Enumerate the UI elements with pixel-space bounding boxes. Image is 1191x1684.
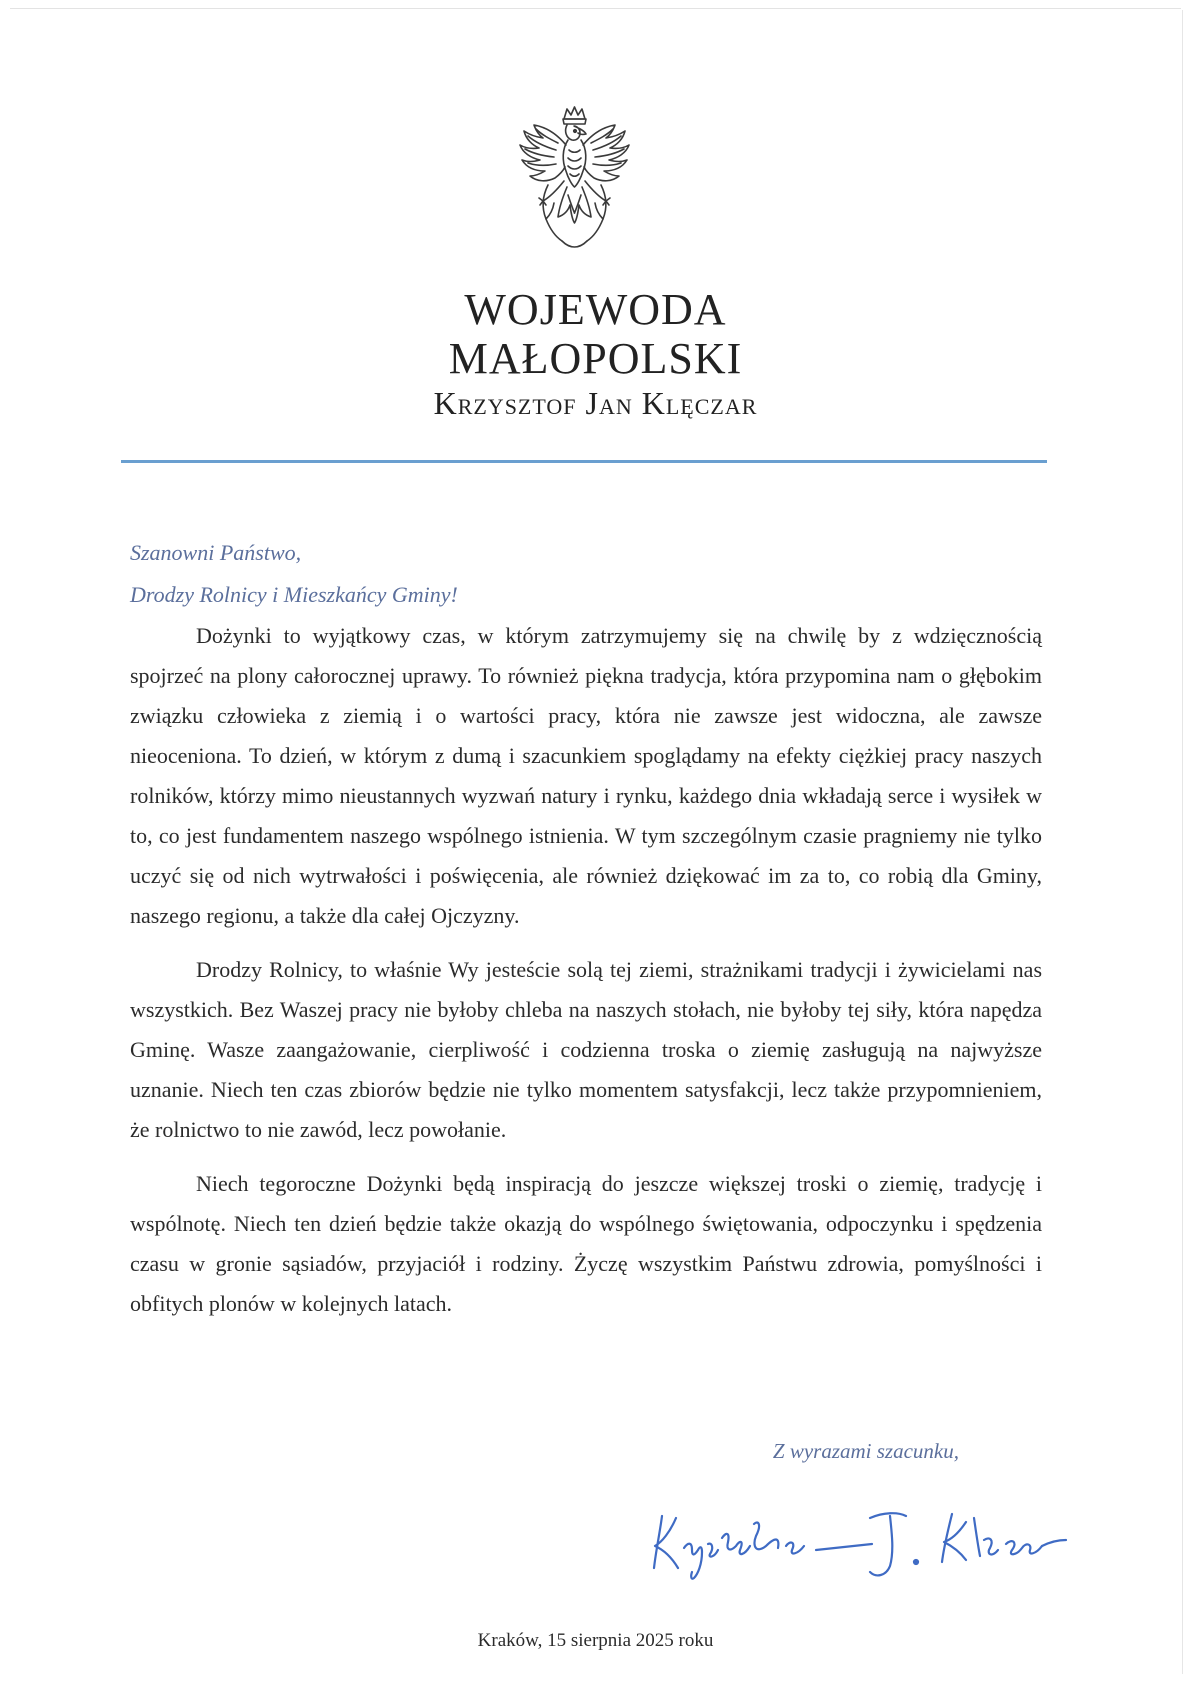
salutation: [130, 532, 458, 616]
salutation-line2: Drodzy Rolnicy i Mieszkańcy Gminy!: [130, 582, 458, 607]
salutation-line1: Szanowni Państwo,: [130, 540, 302, 565]
closing-phrase: Z wyrazami szacunku,: [772, 1439, 959, 1463]
scan-edge-top: [10, 8, 1181, 9]
place-and-date: Kraków, 15 sierpnia 2025 roku: [477, 1630, 714, 1651]
scan-edge-right: [1182, 10, 1183, 1674]
letter-body: [130, 616, 1042, 1338]
body-paragraph: Drodzy Rolnicy, to właśnie Wy jesteście solą tej ziemi, strażnikami tradycji i żywicielami nas wszystkich. Bez Waszej pracy nie byłoby chleba na naszych stołach, nie byłoby tej siły, która napędza Gminę. Wasze zaangażowanie, cierpliwość i codzienna troska o ziemię zasługują na najwyższe uznanie. Niech ten czas zbiorów będzie nie tylko momentem satysfakcji, lecz także przypomnieniem, że rolnictwo to nie zawód, lecz powołanie.: [130, 957, 1042, 1142]
office-title-line2: MAŁOPOLSKI: [448, 334, 743, 383]
signature-text: [640, 1498, 1060, 1578]
white-eagle-emblem-icon: [512, 105, 637, 270]
office-title-line1: WOJEWODA: [464, 285, 727, 334]
author-name: Krzysztof Jan Klęczar: [433, 385, 758, 421]
body-paragraph: Niech tegoroczne Dożynki będą inspiracją do jeszcze większej troski o ziemię, tradycję i wspólnotę. Niech ten dzień będzie także okazją do wspólnego świętowania, odpoczynku i spędzenia czasu w gronie sąsiadów, przyjaciół i rodziny. Życzę wszystkim Państwu zdrowia, pomyślności i obfitych plonów w kolejnych latach.: [130, 1171, 1042, 1316]
body-paragraph: Dożynki to wyjątkowy czas, w którym zatrzymujemy się na chwilę by z wdzięcznością spojrzeć na plony całorocznej uprawy. To również piękna tradycja, która przypomina nam o głębokim związku człowieka z ziemią i o wartości pracy, która nie zawsze jest widoczna, ale zawsze nieoceniona. To dzień, w którym z dumą i szacunkiem spoglądamy na efekty ciężkiej pracy naszych rolników, którzy mimo nieustannych wyzwań natury i rynku, każdego dnia wkładają serce i wysiłek w to, co jest fundamentem naszego wspólnego istnienia. W tym szczególnym czasie pragniemy nie tylko uczyć się od nich wytrwałości i poświęcenia, ale również dziękować im za to, co robią dla Gminy, naszego regionu, a także dla całej Ojczyzny.: [130, 623, 1042, 928]
header-divider: [121, 460, 1047, 463]
